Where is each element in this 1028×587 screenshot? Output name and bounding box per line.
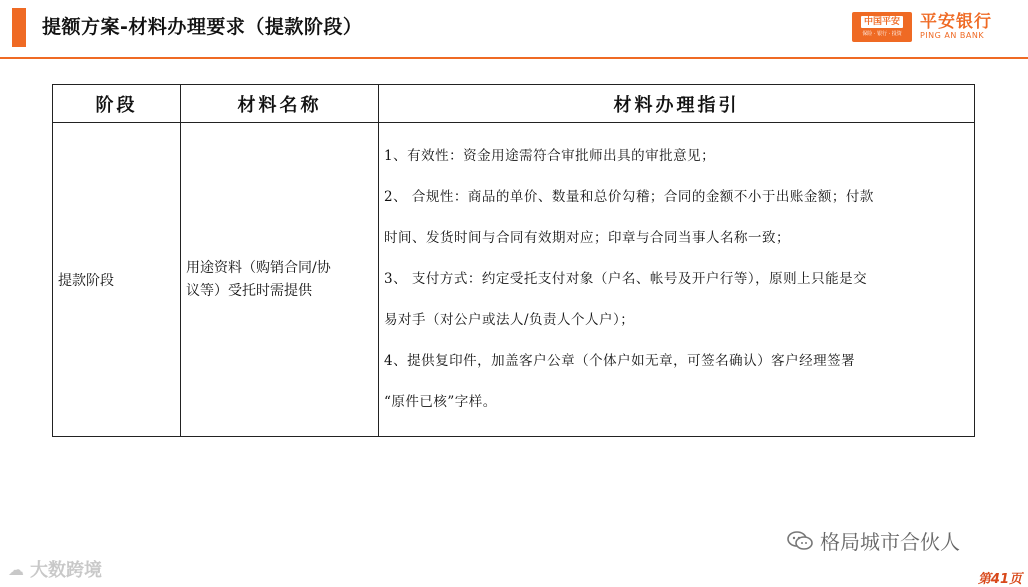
table-header-row xyxy=(53,85,975,123)
watermark-left xyxy=(8,556,102,582)
watermark-right xyxy=(786,526,960,555)
page-number: 第41页 xyxy=(977,572,1022,587)
wechat-icon xyxy=(786,530,814,552)
guide-line: 时间、发货时间与合同有效期对应；印章与合同当事人名称一致； xyxy=(384,230,790,246)
material-requirements-table xyxy=(52,84,975,437)
guide-line: “原件已核”字样。 xyxy=(384,394,497,410)
cell-material-name xyxy=(181,123,379,437)
cloud-icon: ☁ xyxy=(8,559,24,579)
title-divider xyxy=(0,57,1028,59)
header-guide: 材料办理指引 xyxy=(379,85,975,123)
guide-line: 1、有效性：资金用途需符合审批师出具的审批意见； xyxy=(384,148,716,164)
pingan-bank-logo xyxy=(852,11,992,43)
table-row xyxy=(53,123,975,437)
cell-stage: 提款阶段 xyxy=(53,123,181,437)
material-line: 用途资料（购销合同/协 xyxy=(186,259,331,276)
header-material-name: 材料名称 xyxy=(181,85,379,123)
page-title: 提额方案-材料办理要求（提款阶段） xyxy=(42,16,363,38)
guide-line: 4、提供复印件，加盖客户公章（个体户如无章，可签名确认）客户经理签署 xyxy=(384,353,856,369)
guide-line: 3、 支付方式：约定受托支付对象（户名、帐号及开户行等），原则上只能是交 xyxy=(384,271,868,287)
cell-guide xyxy=(379,123,975,437)
logo-text xyxy=(920,13,992,41)
logo-name-cn: 平安银行 xyxy=(920,12,992,32)
guide-line: 易对手（对公户或法人/负责人个人户）； xyxy=(384,312,635,328)
logo-badge xyxy=(852,12,912,42)
logo-name-en: PING AN BANK xyxy=(920,31,985,40)
header-stage: 阶段 xyxy=(53,85,181,123)
guide-line: 2、 合规性：商品的单价、数量和总价勾稽；合同的金额不小于出账金额；付款 xyxy=(384,189,874,205)
watermark-left-text: 大数跨境 xyxy=(30,560,102,581)
title-accent-bar xyxy=(12,8,26,47)
logo-badge-sub: 保险 · 银行 · 投资 xyxy=(862,31,902,37)
material-line: 议等）受托时需提供 xyxy=(186,282,312,299)
watermark-right-text: 格局城市合伙人 xyxy=(820,530,960,554)
logo-badge-text: 中国平安 xyxy=(861,16,903,28)
